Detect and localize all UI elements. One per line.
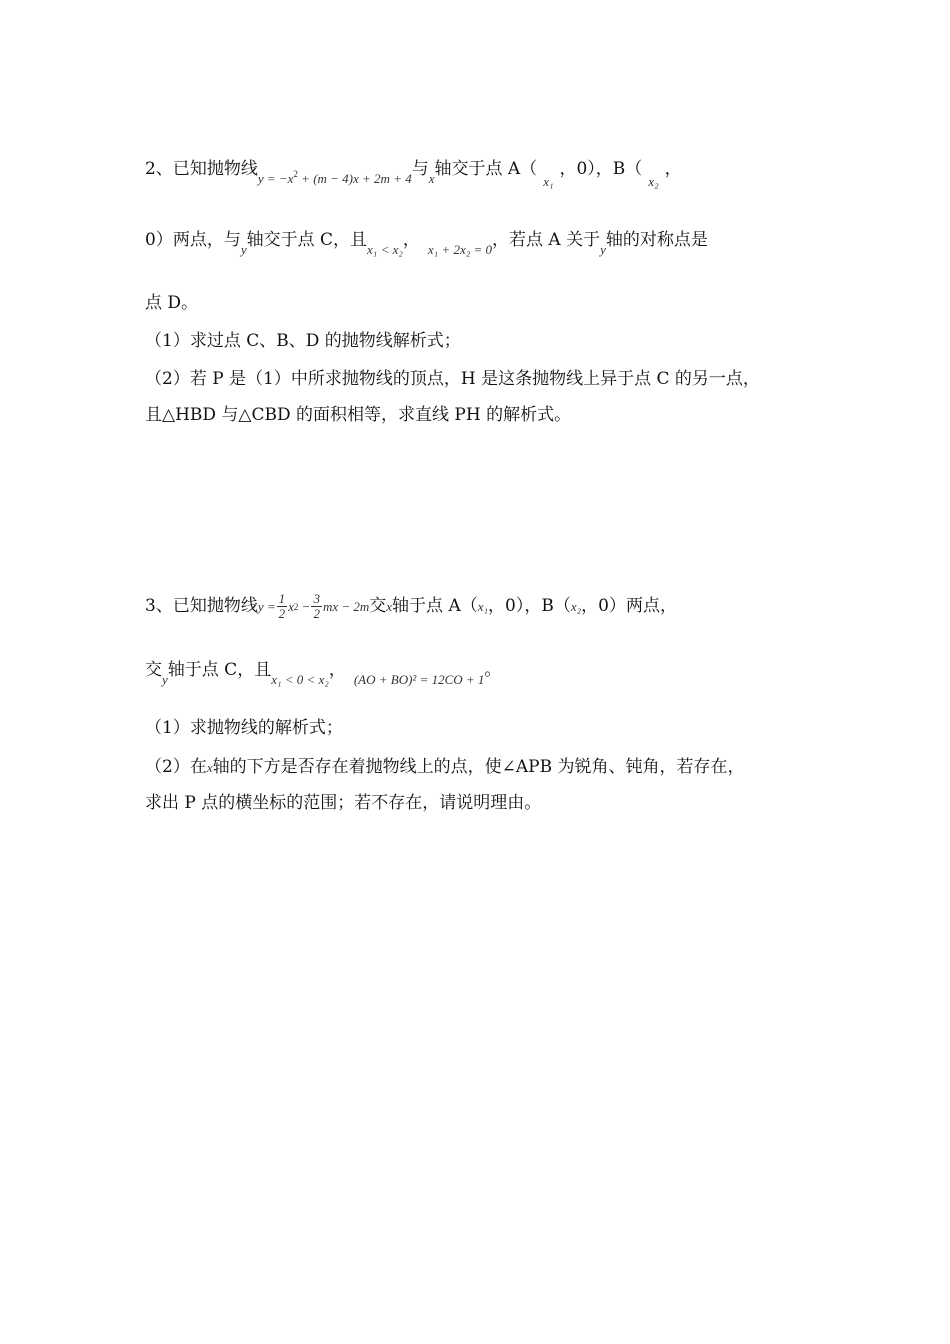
- p2-line2-text-d: 轴的对称点是: [605, 230, 708, 250]
- p2-line2: [145, 229, 708, 257]
- p2-line1-text-b: 与: [411, 159, 429, 179]
- p2-line2-text-a: 0）两点，与: [145, 230, 241, 250]
- p3-line1-text-d: ，0），B（: [488, 596, 571, 616]
- p2-line1: [145, 154, 682, 189]
- p2-yvar: y: [240, 242, 247, 257]
- p3-cond1: x₁ < 0 < x₂: [271, 672, 329, 687]
- p3-line1-text-a: 3、已知抛物线: [145, 596, 258, 616]
- p2-line1-text-e: ，: [664, 159, 682, 179]
- p2-line2-text-c: ，若点 A 关于: [492, 230, 601, 250]
- p3-question2-a: [145, 756, 744, 779]
- p3-question2-text-a: （2）在: [145, 757, 207, 777]
- p3-formula: y = $\frac{1}{2}$ x 2 − $\frac{3}{2}$ mx − 2m: [257, 591, 370, 621]
- p3-line2-text-b: 轴于点 C，且: [167, 660, 272, 680]
- p3-x1: x₁: [477, 599, 489, 614]
- p3-x2: x₂: [570, 599, 582, 614]
- p2-question2-a: （2）若 P 是（1）中所求抛物线的顶点，H 是这条抛物线上异于点 C 的另一点，: [145, 369, 760, 389]
- p2-cond1: x₁ < x₂: [367, 242, 403, 257]
- p2-x1: x₁: [543, 174, 554, 189]
- p2-question1: （1）求过点 C、B、D 的抛物线解析式；: [145, 331, 461, 351]
- p3-yvar: y: [162, 672, 168, 687]
- p3-line2-text-c: 。: [484, 660, 502, 680]
- p3-q2-xvar: x: [206, 760, 213, 775]
- p2-question2-b: 且△HBD 与△CBD 的面积相等，求直线 PH 的解析式。: [145, 405, 572, 425]
- p2-xvar: x: [428, 171, 435, 186]
- p2-line1-text-d: ，0），B（: [559, 159, 643, 179]
- p2-line2-sep: ，: [402, 230, 420, 250]
- p3-question1: （1）求抛物线的解析式；: [145, 718, 343, 738]
- p3-line1-text-e: ，0）两点，: [581, 596, 677, 616]
- p2-line1-text-a: 2、已知抛物线: [145, 159, 258, 179]
- p3-question2-text-b: 轴的下方是否存在着抛物线上的点，使∠APB 为锐角、钝角，若存在，: [212, 757, 745, 777]
- p3-line1-text-b: 交: [369, 596, 387, 616]
- p3-question2-c: 求出 P 点的横坐标的范围；若不存在，请说明理由。: [145, 793, 542, 813]
- p3-cond2: (AO + BO)² = 12CO + 1: [353, 672, 485, 687]
- p2-formula: $y = -x^2 + (m - 4)x + 2m + 4$: [257, 169, 412, 186]
- p2-cond2: x₁ + 2x₂ = 0: [427, 242, 493, 257]
- p2-x2: x₂: [648, 174, 659, 189]
- p3-line1-text-c: 轴于点 A（: [392, 596, 478, 616]
- p3-line2-text-a: 交: [145, 660, 162, 680]
- p3-line2-sep: ，: [328, 660, 346, 680]
- p2-line3: 点 D。: [145, 293, 199, 313]
- p3-line2: [145, 659, 502, 687]
- p2-line1-text-c: 轴交于点 A（: [434, 159, 538, 179]
- p3-line1: [145, 592, 677, 621]
- p3-xvar: x: [386, 599, 393, 614]
- p2-yvar2: y: [600, 242, 606, 257]
- p2-line2-text-b: 轴交于点 C，且: [246, 230, 368, 250]
